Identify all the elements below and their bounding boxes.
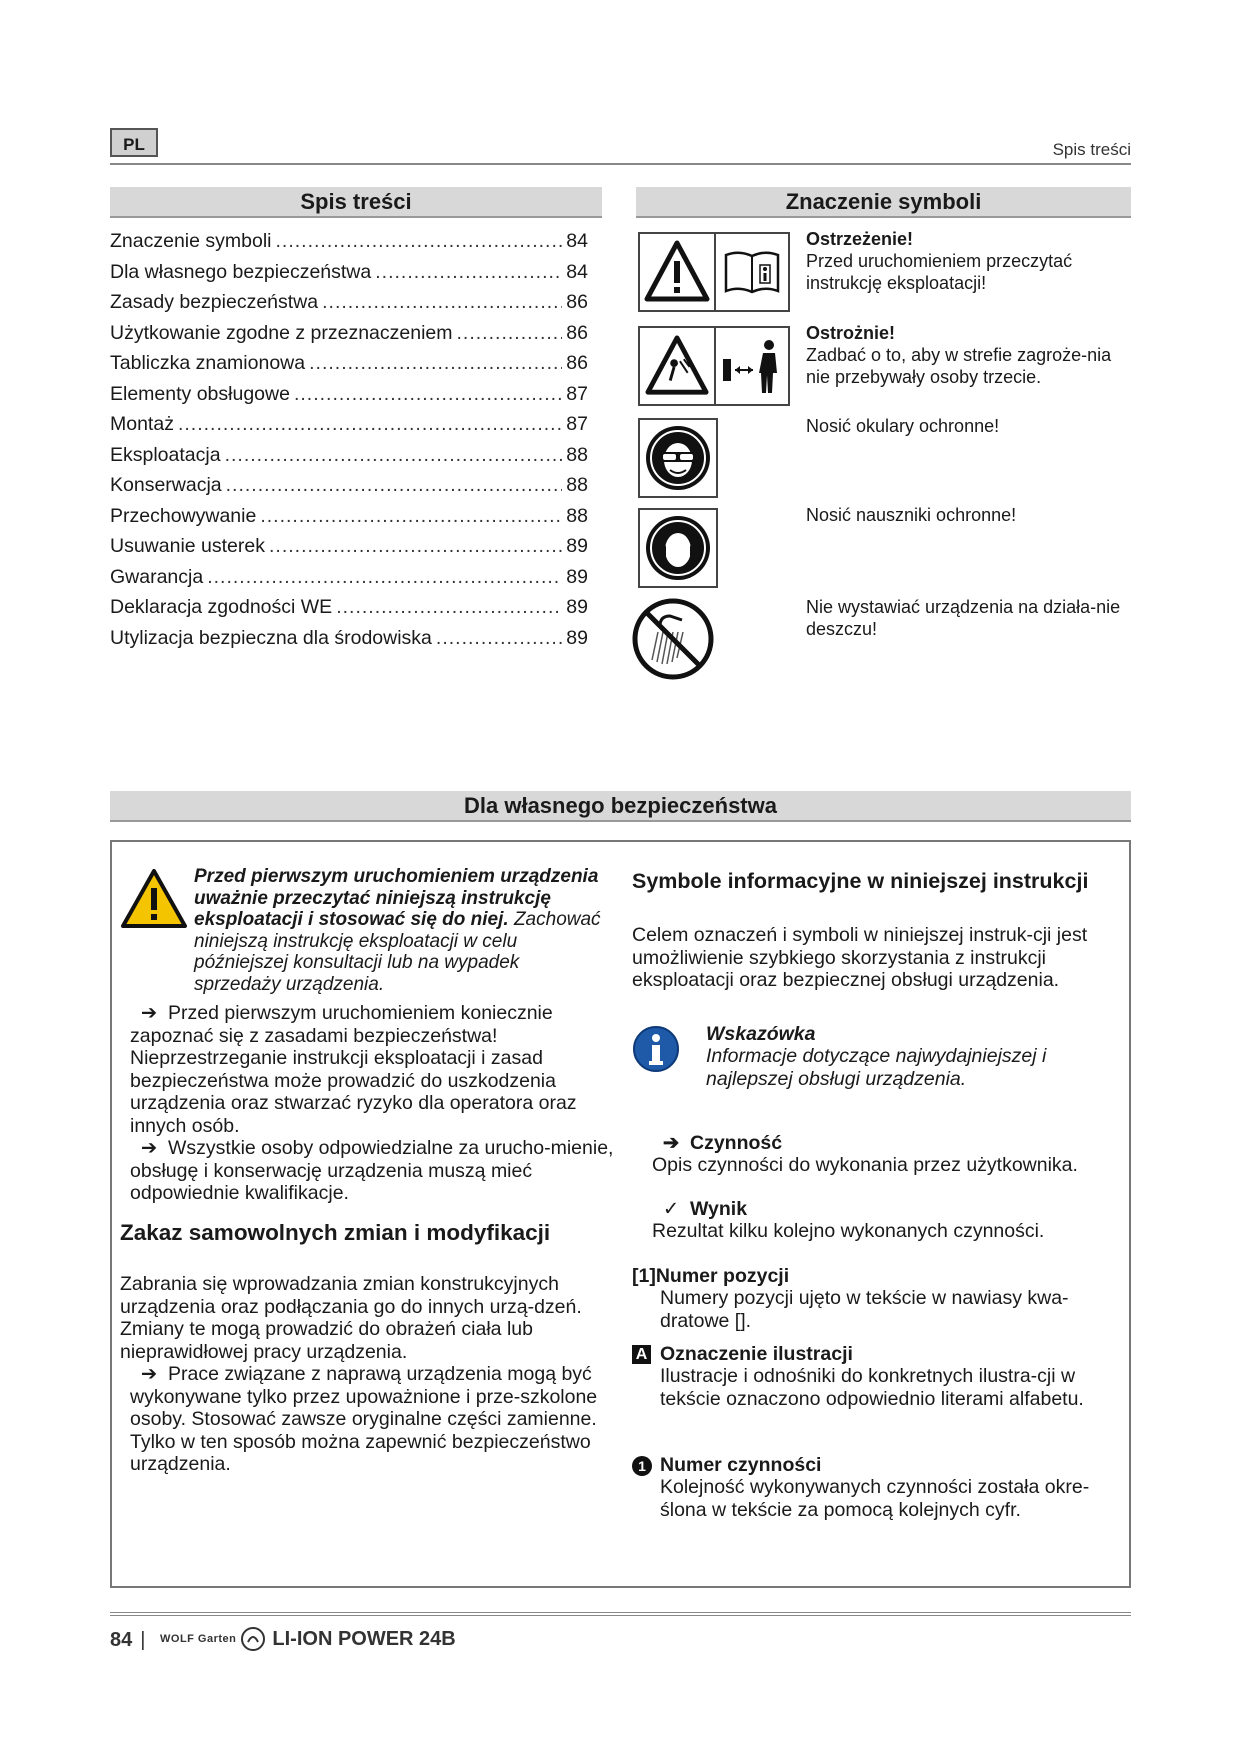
arrow-icon: ➔ xyxy=(662,1132,680,1154)
toc-item-page: 89 xyxy=(566,596,588,618)
action-title xyxy=(652,1132,782,1155)
toc-item-label: Montaż xyxy=(110,413,174,435)
bullet-2 xyxy=(130,1137,615,1205)
bullet-1-text: Przed pierwszym uruchomieniem koniecznie zapoznać się z zasadami bezpieczeństwa! Nieprzestrzeganie instrukcji eksploatacji i zasad bezpieczeństwa może prowadzić do uszkodzenia urządzenia oraz stwarzać ryzyko dla operatora oraz innych osób. xyxy=(130,1002,577,1137)
toc-item-label: Znaczenie symboli xyxy=(110,230,272,252)
symbol-title-2: Ostrożnie! xyxy=(806,323,896,343)
symbol-title-1: Ostrzeżenie! xyxy=(806,229,914,249)
modification-heading: Zakaz samowolnych zmian i modyfikacji xyxy=(120,1220,551,1245)
toc-item-page: 87 xyxy=(566,382,588,405)
toc-item-page: 84 xyxy=(566,230,588,252)
toc-item-label: Użytkowanie zgodne z przeznaczeniem xyxy=(110,321,453,344)
toc-item xyxy=(110,501,588,532)
warning-triangle-yellow-icon xyxy=(120,868,188,935)
step-title: Numer czynności xyxy=(660,1454,822,1476)
symbols-heading: Znaczenie symboli xyxy=(636,187,1131,218)
toc-item-page: 84 xyxy=(566,260,588,283)
toc-item xyxy=(110,470,588,501)
toc-item-page: 87 xyxy=(566,413,588,435)
arrow-icon: ➔ xyxy=(140,1137,158,1159)
brand-logo xyxy=(160,1626,266,1652)
footer-page-number: 84 | xyxy=(110,1629,146,1651)
symbol-ear-protection xyxy=(638,508,718,588)
toc-item-page: 89 xyxy=(566,535,588,557)
symbol-text-3: Nosić okulary ochronne! xyxy=(806,416,1000,436)
figure-title: Oznaczenie ilustracji xyxy=(660,1343,853,1365)
header-rule xyxy=(110,163,1131,165)
result-text: Rezultat kilku kolejno wykonanych czynności. xyxy=(652,1220,1045,1242)
toc-heading: Spis treści xyxy=(110,187,602,218)
toc-item-label: Zasady bezpieczeństwa xyxy=(110,291,319,313)
toc-item xyxy=(110,409,588,440)
symbol-desc-1: Przed uruchomieniem przeczytać instrukcję eksploatacji! xyxy=(806,251,1073,293)
toc-item-label: Tabliczka znamionowa xyxy=(110,352,306,374)
bullet-1 xyxy=(130,1002,615,1137)
toc-item-page: 86 xyxy=(566,321,588,344)
keep-distance-icon xyxy=(716,328,788,404)
toc-item-label: Gwarancja xyxy=(110,565,204,588)
no-rain-icon xyxy=(630,596,716,682)
bullet-3 xyxy=(130,1363,618,1476)
toc-item xyxy=(110,531,588,562)
info-symbols-heading: Symbole informacyjne w niniejszej instrukcji xyxy=(632,869,1089,893)
position-text: Numery pozycji ujęto w tekście w nawiasy kwa-dratowe []. xyxy=(660,1287,1069,1332)
hint-text: Informacje dotyczące najwydajniejszej i najlepszej obsługi urządzenia. xyxy=(706,1045,1047,1090)
arrow-icon: ➔ xyxy=(140,1002,158,1024)
toc-item-leader xyxy=(375,257,562,288)
action-text: Opis czynności do wykonania przez użytkownika. xyxy=(652,1154,1078,1176)
toc-item xyxy=(110,562,588,593)
toc-item-leader xyxy=(322,287,562,318)
figure-text: Ilustracje i odnośniki do konkretnych ilustra-cji w tekście oznaczono odpowiednio literami alfabetu. xyxy=(660,1365,1084,1410)
toc-item-label: Dla własnego bezpieczeństwa xyxy=(110,260,372,283)
hint-title: Wskazówka xyxy=(706,1023,816,1045)
symbol-goggles xyxy=(638,418,718,498)
footer-brand xyxy=(160,1626,456,1652)
symbol-desc-2: Zadbać o to, aby w strefie zagroże-nia nie przebywały osoby trzecie. xyxy=(806,345,1112,387)
toc-item-label: Deklaracja zgodności WE xyxy=(110,596,333,618)
toc-item-leader xyxy=(226,470,563,501)
toc-item-leader xyxy=(336,592,562,623)
symbol-warning-read-manual xyxy=(638,232,790,312)
toc-item-leader xyxy=(275,226,562,257)
toc-item-leader xyxy=(457,318,563,349)
footer-rule xyxy=(110,1612,1131,1616)
toc-item xyxy=(110,348,588,379)
toc-item-page: 89 xyxy=(566,565,588,588)
warning-text-italic: Zachować niniejszą instrukcję eksploatacji w celu późniejszej konsultacji lub na wypadek sprzedaży urządzenia. xyxy=(194,909,601,995)
toc-item-label: Konserwacja xyxy=(110,474,222,496)
toc-item-leader xyxy=(294,379,562,410)
toc-item-page: 89 xyxy=(566,626,588,649)
manual-book-icon xyxy=(716,234,788,310)
step-number-icon: 1 xyxy=(632,1456,652,1476)
bullet-2-text: Wszystkie osoby odpowiedzialne za urucho-mienie, obsługę i konserwację urządzenia muszą mieć odpowiednie kwalifikacje. xyxy=(130,1137,614,1204)
toc-item xyxy=(110,592,588,623)
toc-item-label: Eksploatacja xyxy=(110,443,221,466)
toc-item-page: 88 xyxy=(566,443,588,466)
symbol-caution-bystanders xyxy=(638,326,790,406)
product-name: LI-ION POWER 24B xyxy=(272,1627,456,1650)
symbol-text-5: Nie wystawiać urządzenia na działa-nie deszczu! xyxy=(806,597,1121,639)
action-title-text: Czynność xyxy=(690,1132,783,1154)
toc-item-leader xyxy=(225,440,563,471)
toc-item xyxy=(110,379,588,410)
toc-list xyxy=(110,226,588,653)
language-badge: PL xyxy=(110,128,158,157)
modification-text: Zabrania się wprowadzania zmian konstrukcyjnych urządzenia oraz podłączania go do innych urzą-dzeń. Zmiany te mogą prowadzić do obrażeń ciała lub nieprawidłowej pracy urządzenia. xyxy=(120,1273,582,1363)
page-number: 84 xyxy=(110,1629,133,1651)
symbol-text-2 xyxy=(806,322,1136,388)
safety-box xyxy=(110,840,1131,1588)
toc-item-label: Przechowywanie xyxy=(110,504,257,527)
toc-item-leader xyxy=(178,409,562,440)
warning-text-bold: Przed pierwszym uruchomieniem urządzenia uważnie przeczytać niniejszą instrukcję eksploatacji i stosować się do niej. xyxy=(194,866,599,930)
toc-item xyxy=(110,318,588,349)
step-text: Kolejność wykonywanych czynności została okre-ślona w tekście za pomocą kolejnych cyfr. xyxy=(660,1476,1090,1521)
toc-item xyxy=(110,257,588,288)
header-section-title: Spis treści xyxy=(1052,140,1131,159)
warning-triangle-icon xyxy=(640,234,716,310)
symbol-text-4: Nosić nauszniki ochronne! xyxy=(806,505,1017,525)
brand-logo-text: WOLF Garten xyxy=(160,1633,237,1645)
info-symbols-text: Celem oznaczeń i symboli w niniejszej instruk-cji jest umożliwienie szybkiego skorzystania z instrukcji eksploatacji oraz bezpiecznej obsługi urządzenia. xyxy=(632,924,1088,991)
result-title-text: Wynik xyxy=(690,1198,748,1220)
toc-item-leader xyxy=(260,501,562,532)
toc-item-leader xyxy=(309,348,562,379)
toc-item-page: 88 xyxy=(566,504,588,527)
toc-item-page: 86 xyxy=(566,291,588,313)
toc-item xyxy=(110,226,588,257)
toc-item-leader xyxy=(436,623,562,654)
figure-marker-icon: A xyxy=(632,1345,651,1364)
safety-goggles-icon xyxy=(644,424,712,492)
arrow-icon: ➔ xyxy=(140,1363,158,1385)
symbol-text-1 xyxy=(806,228,1136,294)
toc-item-label: Usuwanie usterek xyxy=(110,535,265,557)
toc-item-leader xyxy=(269,531,562,562)
warning-text xyxy=(194,866,604,995)
toc-item-label: Utylizacja bezpieczna dla środowiska xyxy=(110,626,432,649)
result-title xyxy=(652,1198,747,1221)
safety-heading: Dla własnego bezpieczeństwa xyxy=(110,791,1131,822)
toc-item xyxy=(110,623,588,654)
position-marker: [1] xyxy=(632,1265,656,1287)
toc-item-leader xyxy=(207,562,562,593)
ear-protection-icon xyxy=(644,514,712,582)
info-icon xyxy=(632,1025,680,1078)
toc-item xyxy=(110,440,588,471)
caution-triangle-icon xyxy=(640,328,716,404)
bullet-3-text: Prace związane z naprawą urządzenia mogą być wykonywane tylko przez upoważnione i prze-szkolone osoby. Stosować zawsze oryginalne części zamienne. Tylko w ten sposób można zapewnić bezpieczeństwo urządzenia. xyxy=(130,1363,598,1475)
checkmark-icon: ✓ xyxy=(662,1198,680,1220)
toc-item xyxy=(110,287,588,318)
position-title-text: Numer pozycji xyxy=(655,1265,790,1287)
toc-item-page: 86 xyxy=(566,352,588,374)
position-title xyxy=(632,1265,789,1288)
toc-item-page: 88 xyxy=(566,474,588,496)
toc-item-label: Elementy obsługowe xyxy=(110,382,290,405)
